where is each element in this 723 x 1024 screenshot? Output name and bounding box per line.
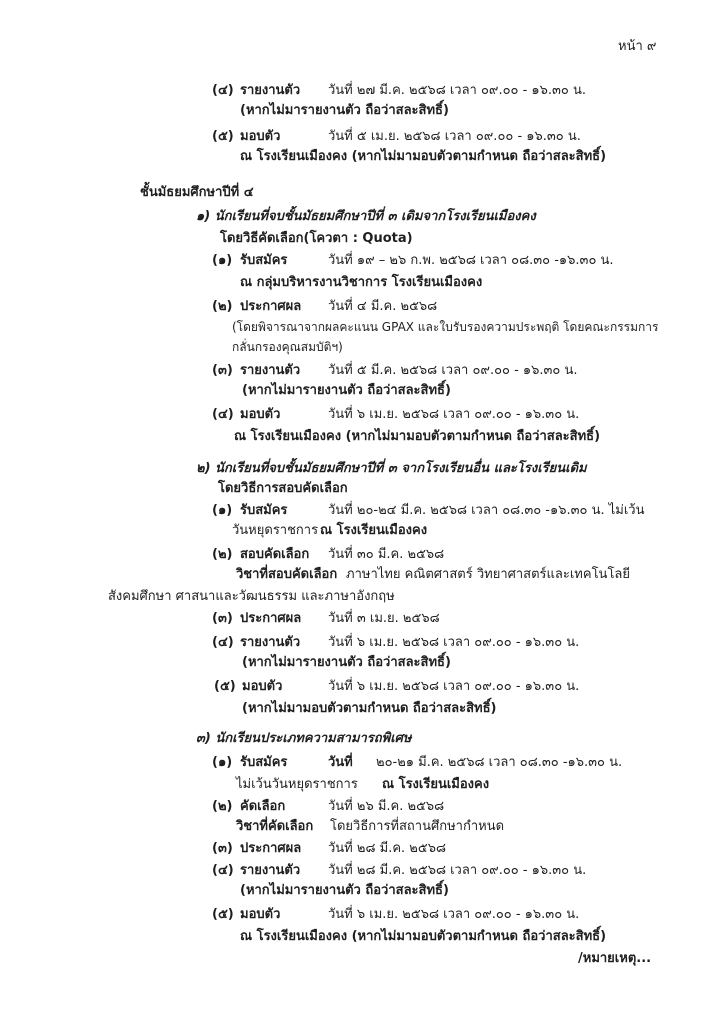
item-number: (๓) bbox=[212, 841, 233, 856]
item-date: วันที่ ๖ เม.ย. ๒๕๖๘ เวลา ๐๙.๐๐ - ๑๖.๓๐ น. bbox=[328, 635, 580, 650]
item-number: (๔) bbox=[212, 407, 234, 422]
subject-list: ภาษาไทย คณิตศาสตร์ วิทยาศาสตร์และเทคโนโลยี bbox=[346, 567, 631, 582]
item-number: (๕) bbox=[214, 679, 236, 694]
item-note: (หากไม่มามอบตัวตามกำหนด ถือว่าสละสิทธิ์) bbox=[242, 701, 497, 716]
item-number: (๒) bbox=[212, 547, 233, 562]
item-date: วันที่ ๕ เม.ย. ๒๕๖๘ เวลา ๐๙.๐๐ - ๑๖.๓๐ น. bbox=[328, 129, 581, 144]
item-date: วันที่ ๒๖ มี.ค. ๒๕๖๘ bbox=[328, 799, 445, 814]
item-note: (โดยพิจารณาจากผลคะแนน GPAX และใบรับรองความประพฤติ โดยคณะกรรมการ bbox=[232, 320, 659, 334]
item-note-text: วันหยุดราชการ bbox=[232, 523, 319, 538]
item-number: (๕) bbox=[212, 907, 234, 922]
item-date: วันที่ ๔ มี.ค. ๒๕๖๘ bbox=[328, 299, 438, 314]
item-note: (หากไม่มารายงานตัว ถือว่าสละสิทธิ์) bbox=[242, 655, 451, 670]
item-number: (๑) bbox=[212, 253, 233, 268]
item-label: มอบตัว bbox=[240, 129, 281, 144]
item-label: คัดเลือก bbox=[240, 799, 286, 814]
page-number: หน้า ๙ bbox=[618, 39, 657, 54]
item-note-text: ไม่เว้นวันหยุดราชการ bbox=[236, 777, 358, 792]
item-number: (๑) bbox=[212, 755, 233, 770]
item-date: ๒๐-๒๑ มี.ค. ๒๕๖๘ เวลา ๐๘.๓๐ -๑๖.๓๐ น. bbox=[376, 755, 623, 770]
item-label: รายงานตัว bbox=[240, 635, 301, 650]
item-note: ณ โรงเรียนเมืองคง (หากไม่มามอบตัวตามกำหนด ถือว่าสละสิทธิ์) bbox=[240, 929, 607, 944]
item-number: (๒) bbox=[212, 299, 233, 314]
subject-list: โดยวิธีการที่สถานศึกษากำหนด bbox=[330, 819, 505, 834]
item-number: (๓) bbox=[212, 363, 233, 378]
item-label: มอบตัว bbox=[240, 407, 281, 422]
item-label: สอบคัดเลือก bbox=[240, 547, 310, 562]
group-method: โดยวิธีการสอบคัดเลือก bbox=[218, 481, 348, 496]
continuation-marker: /หมายเหตุ... bbox=[578, 951, 652, 966]
item-note: ณ โรงเรียนเมืองคง (หากไม่มามอบตัวตามกำหนด ถือว่าสละสิทธิ์) bbox=[240, 149, 607, 164]
item-date-label: วันที่ bbox=[328, 755, 353, 770]
item-note: (หากไม่มารายงานตัว ถือว่าสละสิทธิ์) bbox=[240, 103, 449, 118]
item-label: รับสมัคร bbox=[240, 253, 288, 268]
group-method: โดยวิธีคัดเลือก(โควตา : Quota) bbox=[220, 231, 413, 246]
item-note: (หากไม่มารายงานตัว ถือว่าสละสิทธิ์) bbox=[240, 883, 449, 898]
item-date: วันที่ ๒๗ มี.ค. ๒๕๖๘ เวลา ๐๙.๐๐ - ๑๖.๓๐ น. bbox=[328, 83, 587, 98]
item-label: ประกาศผล bbox=[240, 299, 302, 314]
item-label: รับสมัคร bbox=[240, 755, 288, 770]
group-title: ๑) นักเรียนที่จบชั้นมัธยมศึกษาปีที่ ๓ เดิมจากโรงเรียนเมืองคง bbox=[196, 209, 536, 224]
item-label: มอบตัว bbox=[240, 907, 281, 922]
group-title: ๒) นักเรียนที่จบชั้นมัธยมศึกษาปีที่ ๓ จากโรงเรียนอื่น และโรงเรียนเดิม bbox=[196, 461, 587, 476]
item-number: (๓) bbox=[212, 611, 233, 626]
item-note: ณ โรงเรียนเมืองคง (หากไม่มามอบตัวตามกำหนด ถือว่าสละสิทธิ์) bbox=[234, 429, 601, 444]
item-number: (๑) bbox=[212, 503, 233, 518]
item-label: มอบตัว bbox=[242, 679, 283, 694]
item-label: รับสมัคร bbox=[240, 503, 288, 518]
item-date: วันที่ ๒๘ มี.ค. ๒๕๖๘ bbox=[328, 841, 446, 856]
item-date: วันที่ ๖ เม.ย. ๒๕๖๘ เวลา ๐๙.๐๐ - ๑๖.๓๐ น. bbox=[328, 407, 580, 422]
item-number: (๒) bbox=[212, 799, 233, 814]
item-date: วันที่ ๕ มี.ค. ๒๕๖๘ เวลา ๐๙.๐๐ - ๑๖.๓๐ น. bbox=[328, 363, 578, 378]
item-note-place: ณ โรงเรียนเมืองคง bbox=[320, 523, 428, 538]
group-title: ๓) นักเรียนประเภทความสามารถพิเศษ bbox=[196, 731, 412, 746]
item-label: ประกาศผล bbox=[240, 611, 302, 626]
item-date: วันที่ ๖ เม.ย. ๒๕๖๘ เวลา ๐๙.๐๐ - ๑๖.๓๐ น. bbox=[328, 907, 580, 922]
item-note: กลั่นกรองคุณสมบัติฯ) bbox=[232, 340, 343, 354]
item-note-place: ณ โรงเรียนเมืองคง bbox=[382, 777, 490, 792]
item-number: (๔) bbox=[212, 83, 234, 98]
item-date: วันที่ ๒๐-๒๔ มี.ค. ๒๕๖๘ เวลา ๐๘.๓๐ -๑๖.๓๐ น. ไม่เว้น bbox=[328, 503, 645, 518]
subject-label: วิชาที่คัดเลือก bbox=[236, 819, 314, 834]
item-label: รายงานตัว bbox=[240, 363, 301, 378]
item-date: วันที่ ๓ เม.ย. ๒๕๖๘ bbox=[328, 611, 440, 626]
item-label: รายงานตัว bbox=[240, 83, 301, 98]
item-label: ประกาศผล bbox=[240, 841, 302, 856]
item-number: (๕) bbox=[212, 129, 234, 144]
item-date: วันที่ ๓๐ มี.ค. ๒๕๖๘ bbox=[328, 547, 445, 562]
subject-list-continued: สังคมศึกษา ศาสนาและวัฒนธรรม และภาษาอังกฤษ bbox=[108, 589, 395, 604]
item-number: (๔) bbox=[212, 863, 234, 878]
subject-label: วิชาที่สอบคัดเลือก bbox=[236, 567, 338, 582]
item-number: (๔) bbox=[212, 635, 234, 650]
item-date: วันที่ ๑๙ – ๒๖ ก.พ. ๒๕๖๘ เวลา ๐๘.๓๐ -๑๖.๓๐ น. bbox=[328, 253, 614, 268]
grade-heading: ชั้นมัธยมศึกษาปีที่ ๔ bbox=[140, 185, 254, 200]
item-note: ณ กลุ่มบริหารงานวิชาการ โรงเรียนเมืองคง bbox=[240, 275, 483, 290]
item-note: (หากไม่มารายงานตัว ถือว่าสละสิทธิ์) bbox=[242, 383, 451, 398]
item-date: วันที่ ๖ เม.ย. ๒๕๖๘ เวลา ๐๙.๐๐ - ๑๖.๓๐ น. bbox=[328, 679, 580, 694]
item-date: วันที่ ๒๘ มี.ค. ๒๕๖๘ เวลา ๐๙.๐๐ - ๑๖.๓๐ น. bbox=[328, 863, 587, 878]
item-label: รายงานตัว bbox=[240, 863, 301, 878]
